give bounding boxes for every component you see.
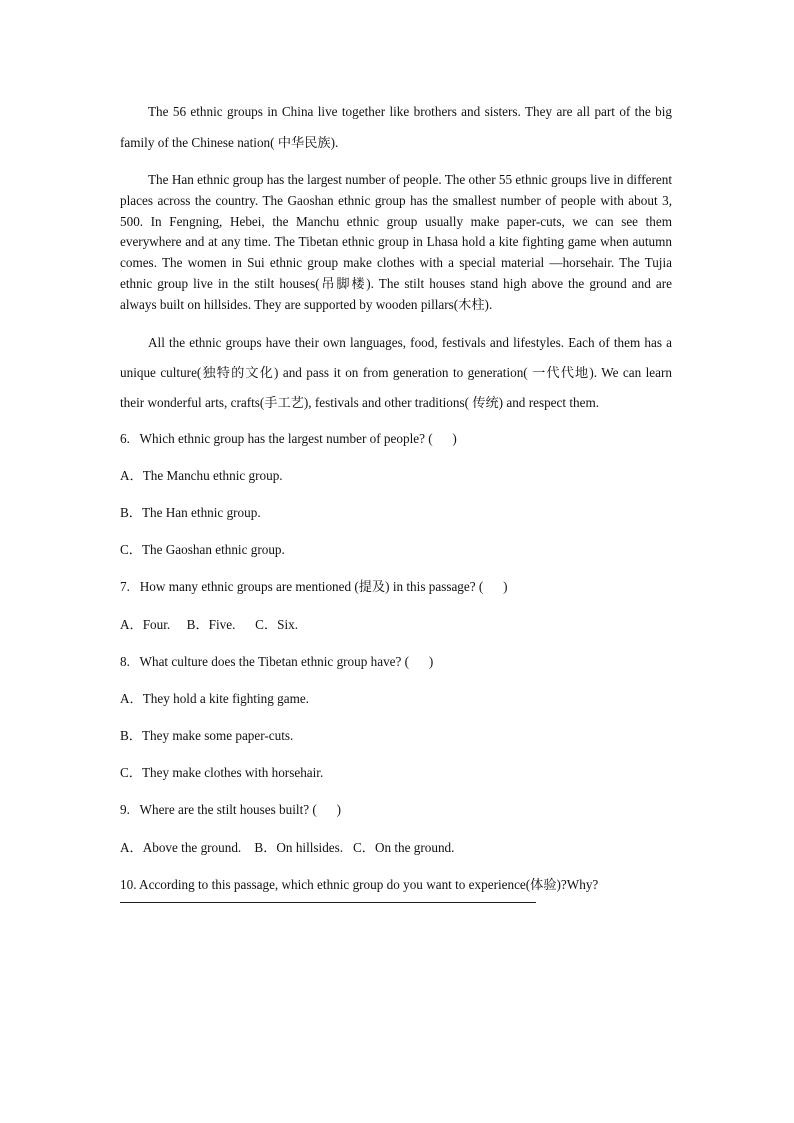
question-6: 6. Which ethnic group has the largest number of people? ( ) bbox=[120, 430, 457, 446]
question-6-option-b: B．The Han ethnic group. bbox=[120, 504, 261, 520]
answer-line[interactable] bbox=[120, 902, 536, 903]
question-9-options: A．Above the ground. B．On hillsides. C．On the ground. bbox=[120, 839, 455, 855]
passage-paragraph-1: The 56 ethnic groups in China live together like brothers and sisters. They are all part of the big family of the Chinese nation( 中华民族). bbox=[120, 104, 672, 150]
question-9: 9. Where are the stilt houses built? ( ) bbox=[120, 802, 341, 818]
question-6-option-a: A．The Manchu ethnic group. bbox=[120, 467, 283, 483]
question-7-options: A．Four. B．Five. C．Six. bbox=[120, 616, 299, 632]
passage-paragraph-2: The Han ethnic group has the largest number of people. The other 55 ethnic groups live in different places across the country. The Gaoshan ethnic group has the smallest number of people with about 3, 500. In Fengning, Hebei, the Manchu ethnic group usually make paper-cuts, we can see them everywhere and at any time. The Tibetan ethnic group in Lhasa hold a kite fighting game when autumn comes. The women in Sui ethnic group make clothes with a special material —horsehair. The Tujia ethnic group live in the stilt houses(吊脚楼). The stilt houses stand high above the ground and are always built on hillsides. They are supported by wooden pillars(木柱). bbox=[120, 172, 672, 312]
question-7: 7. How many ethnic groups are mentioned (提及) in this passage? ( ) bbox=[120, 579, 508, 595]
worksheet-page bbox=[120, 96, 672, 903]
question-10: 10. According to this passage, which ethnic group do you want to experience(体验)?Why? bbox=[120, 876, 599, 892]
question-8-option-b: B．They make some paper-cuts. bbox=[120, 728, 294, 744]
question-6-option-c: C．The Gaoshan ethnic group. bbox=[120, 542, 285, 558]
question-list bbox=[120, 420, 672, 903]
question-8-option-a: A．They hold a kite fighting game. bbox=[120, 690, 309, 706]
question-8-option-c: C．They make clothes with horsehair. bbox=[120, 765, 324, 781]
passage-paragraph-3: All the ethnic groups have their own languages, food, festivals and lifestyles. Each of them has a unique culture(独特的文化) and pass it on from generation to generation( 一代代地). We can learn their wonderful arts, crafts(手工艺), festivals and other traditions( 传统) and respect them. bbox=[120, 334, 672, 410]
question-8: 8. What culture does the Tibetan ethnic group have? ( ) bbox=[120, 653, 434, 669]
